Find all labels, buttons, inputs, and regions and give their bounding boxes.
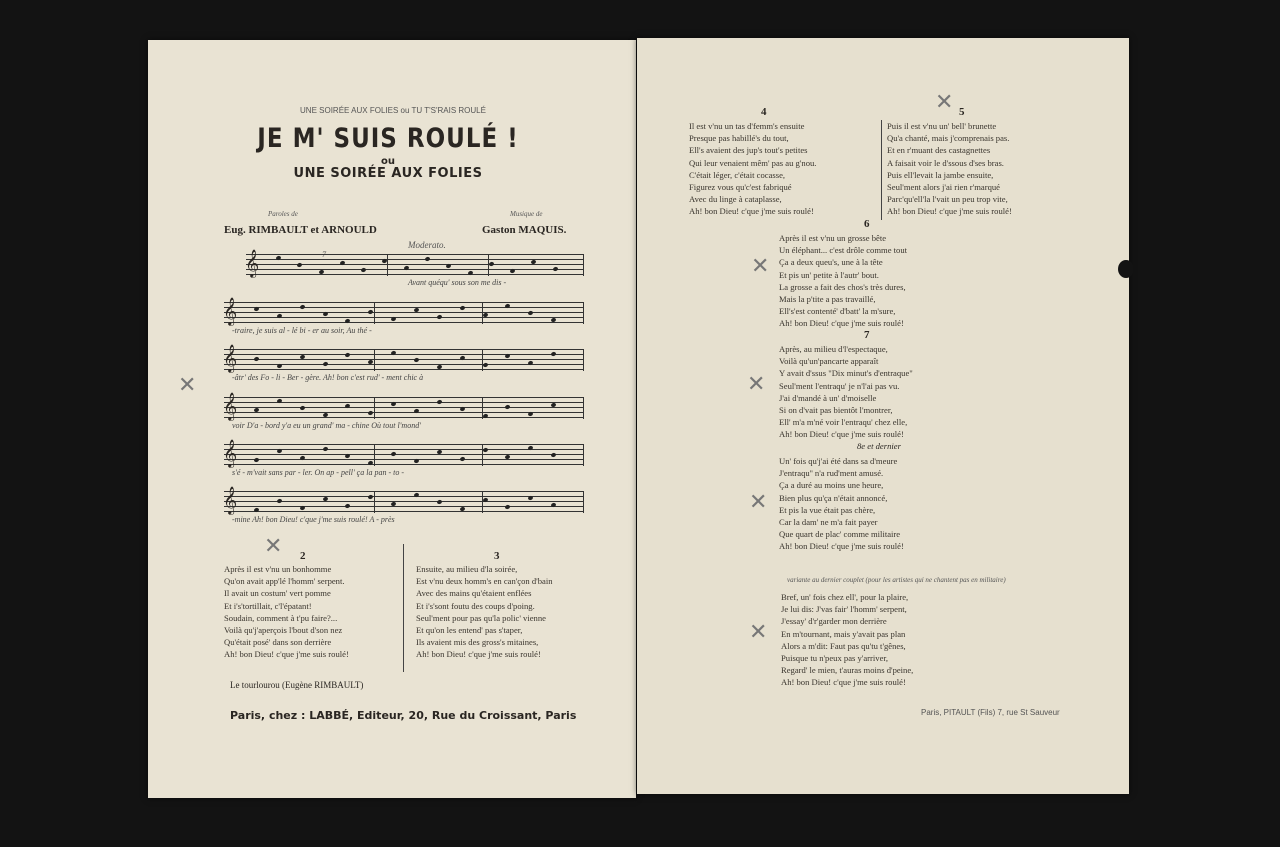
bar-line [374, 302, 375, 324]
verse-line: Et pis un' petite à l'autr' bout. [779, 269, 879, 280]
verse-divider [881, 120, 882, 220]
verse-4-number: 4 [761, 106, 767, 118]
music-staff [223, 297, 584, 325]
verse-line: Ah! bon Dieu! c'que j'me suis roulé! [887, 206, 1012, 217]
verse-line: Et en r'muant des castagnettes [887, 145, 991, 156]
verse-line: Puis il est v'nu un' bell' brunette [887, 121, 997, 131]
title-ou: ou [381, 156, 395, 167]
verse-line: Et i's'sont foutu des coups d'poing. [416, 600, 535, 611]
music-note [459, 305, 465, 310]
song-title: JE M' SUIS ROULÉ ! [257, 124, 519, 154]
bar-line [374, 444, 375, 466]
verse-line: Qui leur venaient mêm' pas au g'nou. [689, 157, 817, 168]
right-page [637, 38, 1129, 794]
verse-2 [224, 563, 349, 661]
variant-heading: variante au dernier couplet (pour les artistes qui ne chantent pas en militaire) [787, 576, 1006, 584]
verse-line: Et qu'on les entend' pas s'taper, [416, 625, 523, 636]
music-lyric-line: -âtr' des Fo - li - Ber - gère. Ah! bon c'est rud' - ment chic à [232, 373, 424, 382]
music-note [436, 314, 442, 319]
verse-line: Soudain, comment à t'pu faire?... [224, 612, 338, 623]
music-note [391, 451, 397, 456]
verse-line: Seul'ment alors j'ai rien r'marqué [887, 182, 1000, 193]
verse-line: Ah! bon Dieu! c'que j'me suis roulé! [416, 649, 541, 660]
bar-line [583, 444, 584, 466]
music-lyric-line: Avant quéqu' sous son me dis - [408, 278, 507, 287]
treble-clef-icon: 𝄞 [223, 297, 238, 325]
verse-line: Mais la p'tite a pas travaillé, [779, 294, 876, 305]
bar-line [583, 349, 584, 371]
composer: Gaston MAQUIS. [482, 224, 567, 236]
verse-line: J'ai d'mandé à un' d'moiselle [779, 392, 877, 403]
lyrics-label: Paroles de [268, 210, 298, 218]
verse-line: Après, au milieu d'l'espectaque, [779, 344, 888, 354]
verse-line: Figurez vous qu'c'est fabriqué [689, 182, 792, 193]
verse-line: Bien plus qu'ça n'était annoncé, [779, 492, 888, 503]
music-note [436, 399, 442, 404]
verse-line: Ah! bon Dieu! c'que j'me suis roulé! [224, 649, 349, 660]
music-note [436, 499, 442, 504]
verse-line: Avec des mains qu'étaient enflées [416, 588, 532, 599]
bar-line [374, 397, 375, 419]
verse-line: Après il est v'nu un bonhomme [224, 564, 332, 574]
left-page [148, 40, 636, 798]
variant-verse [781, 591, 913, 689]
music-lyric-line: -traire, je suis al - lé bi - er au soir, Au thé - [232, 326, 372, 335]
bar-line [374, 349, 375, 371]
music-staff [245, 249, 584, 277]
bar-line [374, 491, 375, 513]
verse-line: Qu'on avait app'lé l'homm' serpent. [224, 576, 345, 587]
music-note [299, 405, 305, 410]
verse-4 [689, 120, 816, 218]
verse-line: Qu'était posé' dans son derrière [224, 637, 332, 648]
verse-line: Voilà qu'j'aperçois l'bout d'son nez [224, 625, 343, 636]
verse-line: Voilà qu'un'pancarte apparaît [779, 356, 879, 367]
music-note [459, 456, 465, 461]
music-note [322, 311, 328, 316]
treble-clef-icon: 𝄞 [245, 249, 260, 277]
verse-line: J'entraqu'' n'a rud'ment amusé. [779, 468, 884, 479]
verse-line: Seul'ment pour pas qu'la polic' vienne [416, 612, 546, 623]
verse-line: Qu'a chanté, mais j'comprenais pas. [887, 133, 1010, 144]
verse-line: Puisque tu n'peux pas y'arriver, [781, 653, 889, 664]
pencil-x-mark: ✕ [935, 90, 954, 115]
header-line: UNE SOIRÉE AUX FOLIES ou TU T'S'RAIS ROULÉ [300, 106, 486, 115]
song-subtitle: UNE SOIRÉE AUX FOLIES [293, 166, 483, 181]
verse-3-number: 3 [494, 550, 500, 562]
bar-line [583, 397, 584, 419]
music-lyric-line: -mine Ah! bon Dieu! c'que j'me suis roulé! A - près [232, 515, 395, 524]
pencil-x-mark: ✕ [178, 373, 197, 398]
verse-line: Parc'qu'ell'la l'vait un peu trop vite, [887, 194, 1008, 205]
verse-line: A faisait voir le d'ssous d'ses bras. [887, 157, 1004, 168]
tune-reference: Le tourlourou (Eugène RIMBAULT) [230, 680, 364, 690]
verse-line: Presque pas habillé's du tout, [689, 133, 789, 144]
verse-2-number: 2 [300, 550, 306, 562]
verse-7 [779, 343, 913, 441]
treble-clef-icon: 𝄞 [223, 344, 238, 372]
verse-line: Après il est v'nu un grosse bête [779, 233, 887, 243]
music-note [552, 266, 558, 271]
verse-line: Car la dam' ne m'a fait payer [779, 517, 878, 528]
treble-clef-icon: 𝄞 [223, 392, 238, 420]
verse-line: Un éléphant... c'est drôle comme tout [779, 245, 908, 256]
music-note [459, 406, 465, 411]
pencil-x-mark: ✕ [751, 254, 770, 279]
verse-5-number: 5 [959, 106, 965, 118]
lyricists: Eug. RIMBAULT et ARNOULD [224, 224, 377, 236]
music-staff [223, 392, 584, 420]
verse-line: La grosse a fait des chos's très dures, [779, 281, 906, 292]
verse-line: Ça a duré au moins une heure, [779, 480, 884, 491]
verse-line: Je lui dis: J'vas fair' l'homm' serpent, [781, 604, 907, 615]
verse-line: Ah! bon Dieu! c'que j'me suis roulé! [781, 677, 906, 688]
verse-line: En m'tournant, mais y'avait pas plan [781, 628, 906, 639]
verse-divider [403, 544, 404, 672]
music-lyric-line: s'é - m'vait sans par - ler. On ap - pell' ça la pan - to - [232, 468, 404, 477]
verse-line: Que quart de plac' comme militaire [779, 529, 901, 540]
music-lyric-line: voir D'a - bord y'a eu un grand' ma - chine Où tout l'mond' [232, 421, 421, 430]
music-note [482, 447, 488, 452]
verse-3 [416, 563, 553, 661]
pencil-x-mark: ✕ [264, 534, 283, 559]
pencil-x-mark: ✕ [749, 620, 768, 645]
bar-line [482, 349, 483, 371]
verse-line: Regard' le mien, t'auras moins d'peine, [781, 665, 914, 676]
tempo-marking: Moderato. [408, 240, 446, 250]
publisher-line: Paris, chez : LABBÉ, Editeur, 20, Rue du Croissant, Paris [230, 709, 577, 722]
printer-line: Paris, PITAULT (Fils) 7, rue St Sauveur [921, 708, 1060, 717]
music-note [413, 357, 419, 362]
verse-line: Ça a deux queu's, une à la tête [779, 257, 883, 268]
music-note [482, 362, 488, 367]
treble-clef-icon: 𝄞 [223, 439, 238, 467]
verse-line: Est v'nu deux homm's en can'çon d'bain [416, 576, 553, 587]
music-note [391, 401, 397, 406]
music-note [413, 458, 419, 463]
bar-line [482, 491, 483, 513]
verse-line: Et i's'tortillait, c'l'épatant! [224, 600, 312, 611]
music-note [322, 446, 328, 451]
music-note [253, 306, 259, 311]
verse-8 [779, 455, 904, 553]
music-note [424, 256, 430, 261]
verse-5 [887, 120, 1012, 218]
verse-6 [779, 232, 907, 330]
verse-line: Un' fois qu'j'ai été dans sa d'meure [779, 456, 898, 466]
music-staff [223, 439, 584, 467]
music-staff [223, 486, 584, 514]
verse-6-number: 6 [864, 218, 870, 230]
music-note [510, 268, 516, 273]
music-note [361, 267, 367, 272]
bar-line [387, 254, 388, 276]
verse-line: Puis ell'levait la jambe ensuite, [887, 169, 994, 180]
verse-line: Il est v'nu un tas d'femm's ensuite [689, 121, 805, 131]
music-label: Musique de [510, 210, 543, 218]
music-staff [223, 344, 584, 372]
music-note [276, 448, 282, 453]
bar-line [583, 254, 584, 276]
music-note [488, 261, 494, 266]
pencil-x-mark: ✕ [749, 490, 768, 515]
verse-line: Ah! bon Dieu! c'que j'me suis roulé! [689, 206, 814, 217]
bar-line [583, 491, 584, 513]
verse-7-number: 7 [864, 329, 870, 341]
music-note [276, 498, 282, 503]
verse-line: C'était léger, c'était cocasse, [689, 169, 786, 180]
music-note [391, 316, 397, 321]
verse-line: Ah! bon Dieu! c'que j'me suis roulé! [779, 318, 904, 329]
music-note [322, 361, 328, 366]
verse-line: Ell's'est contenté' d'batt' la m'sure, [779, 306, 896, 317]
music-note [299, 304, 305, 309]
verse-line: Alors a m'dit: Faut pas qu'tu t'gênes, [781, 640, 906, 651]
verse-line: Il avait un costum' vert pomme [224, 588, 331, 599]
music-note [551, 452, 557, 457]
bar-line [583, 302, 584, 324]
verse-line: J'essay' d'r'garder mon derrière [781, 616, 887, 627]
verse-line: Avec du linge à cataplasse, [689, 194, 782, 205]
verse-line: Ah! bon Dieu! c'que j'me suis roulé! [779, 541, 904, 552]
bar-line [482, 444, 483, 466]
verse-line: Et pis la vue était pas chère, [779, 504, 876, 515]
verse-line: Y avait d'ssus "Dix minut's d'entraque" [779, 368, 913, 379]
verse-line: Ell's avaient des jup's tout's petites [689, 145, 808, 156]
verse-line: Si on d'vait pas bientôt l'montrer, [779, 405, 893, 416]
music-note [368, 309, 374, 314]
verse-line: Ah! bon Dieu! c'que j'me suis roulé! [779, 429, 904, 440]
verse-line: Ensuite, au milieu d'la soirée, [416, 564, 518, 574]
music-note [253, 457, 259, 462]
pencil-x-mark: ✕ [747, 372, 766, 397]
treble-clef-icon: 𝄞 [223, 486, 238, 514]
music-note [505, 404, 511, 409]
verse-line: Ils avaient mis des gross's mitaines, [416, 637, 539, 648]
music-note [253, 356, 259, 361]
verse-line: Seul'ment l'entraqu' je n'l'ai pas vu. [779, 380, 900, 391]
music-note [345, 503, 351, 508]
verse-line: Bref, un' fois chez ell', pour la plaire, [781, 592, 909, 602]
verse-line: Ell' m'a m'né voir l'entraqu' chez elle, [779, 417, 908, 428]
music-note [276, 363, 282, 368]
music-note [551, 351, 557, 356]
music-note [299, 505, 305, 510]
page-notch [1118, 260, 1134, 278]
verse-8-number: 8e et dernier [857, 441, 901, 451]
